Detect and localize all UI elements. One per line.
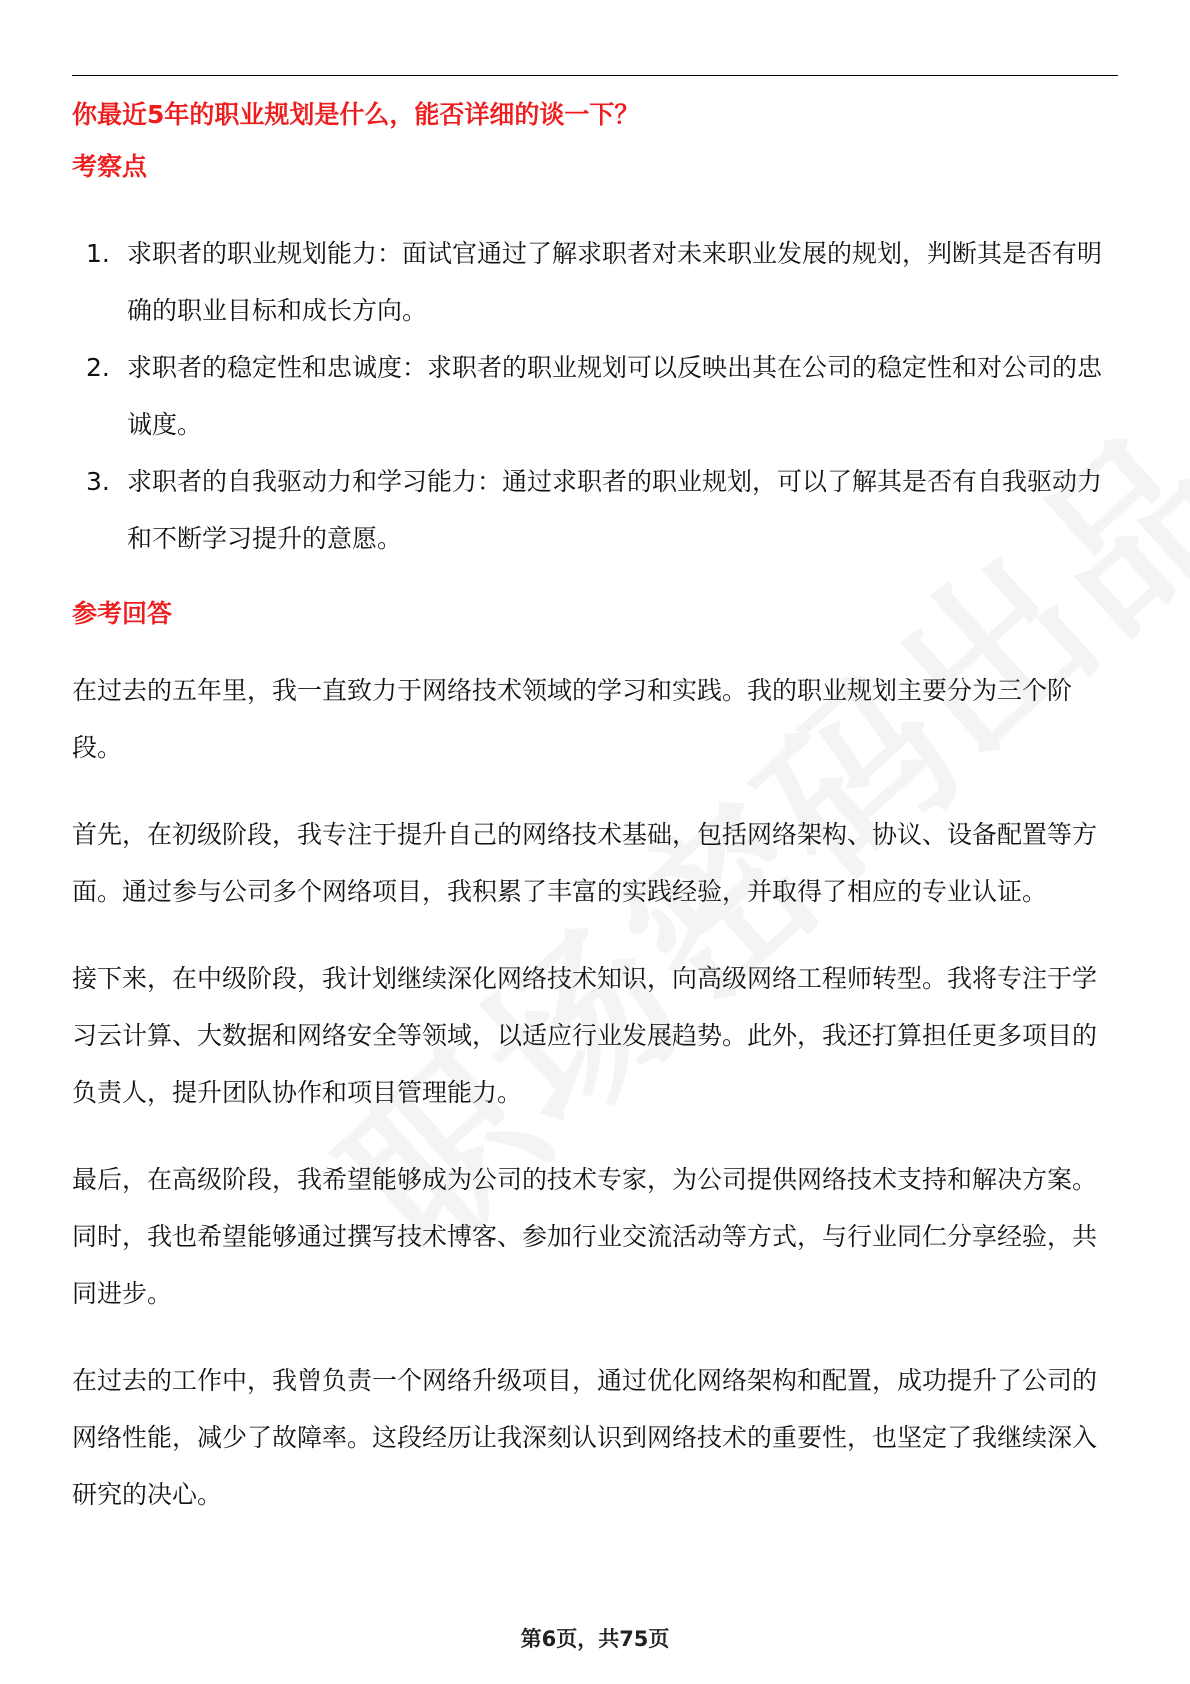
list-item-number: 1. — [86, 239, 110, 268]
list-item-text: 求职者的职业规划能力：面试官通过了解求职者对未来职业发展的规划，判断其是否有明确的职业目标和成长方向。 — [127, 239, 1103, 325]
page-footer: 第6页，共75页 — [520, 1627, 670, 1651]
answer-paragraph: 在过去的五年里，我一直致力于网络技术领域的学习和实践。我的职业规划主要分为三个阶段。 — [72, 676, 1073, 762]
points-section-title: 考察点 — [72, 152, 148, 181]
list-item — [72, 453, 1118, 567]
list-item — [72, 339, 1118, 453]
list-item-number: 3. — [86, 467, 110, 496]
answer-body — [72, 662, 1118, 1553]
list-item — [72, 225, 1118, 339]
answer-section-title: 参考回答 — [72, 599, 173, 628]
question-heading: 你最近5年的职业规划是什么，能否详细的谈一下？ — [72, 100, 640, 129]
answer-paragraph: 最后，在高级阶段，我希望能够成为公司的技术专家，为公司提供网络技术支持和解决方案。同时，我也希望能够通过撰写技术博客、参加行业交流活动等方式，与行业同仁分享经验，共同进步。 — [72, 1165, 1098, 1308]
answer-paragraph: 在过去的工作中，我曾负责一个网络升级项目，通过优化网络架构和配置，成功提升了公司的网络性能，减少了故障率。这段经历让我深刻认识到网络技术的重要性，也坚定了我继续深入研究的决心。 — [72, 1366, 1098, 1509]
list-item-text: 求职者的稳定性和忠诚度：求职者的职业规划可以反映出其在公司的稳定性和对公司的忠诚度。 — [127, 353, 1103, 439]
top-rule — [72, 75, 1118, 76]
answer-paragraph: 接下来，在中级阶段，我计划继续深化网络技术知识，向高级网络工程师转型。我将专注于学习云计算、大数据和网络安全等领域，以适应行业发展趋势。此外，我还打算担任更多项目的负责人，提升团队协作和项目管理能力。 — [72, 964, 1098, 1107]
list-item-text: 求职者的自我驱动力和学习能力：通过求职者的职业规划，可以了解其是否有自我驱动力和不断学习提升的意愿。 — [127, 467, 1103, 553]
list-item-number: 2. — [86, 353, 110, 382]
points-list — [72, 225, 1118, 567]
answer-paragraph: 首先，在初级阶段，我专注于提升自己的网络技术基础，包括网络架构、协议、设备配置等方面。通过参与公司多个网络项目，我积累了丰富的实践经验，并取得了相应的专业认证。 — [72, 820, 1098, 906]
